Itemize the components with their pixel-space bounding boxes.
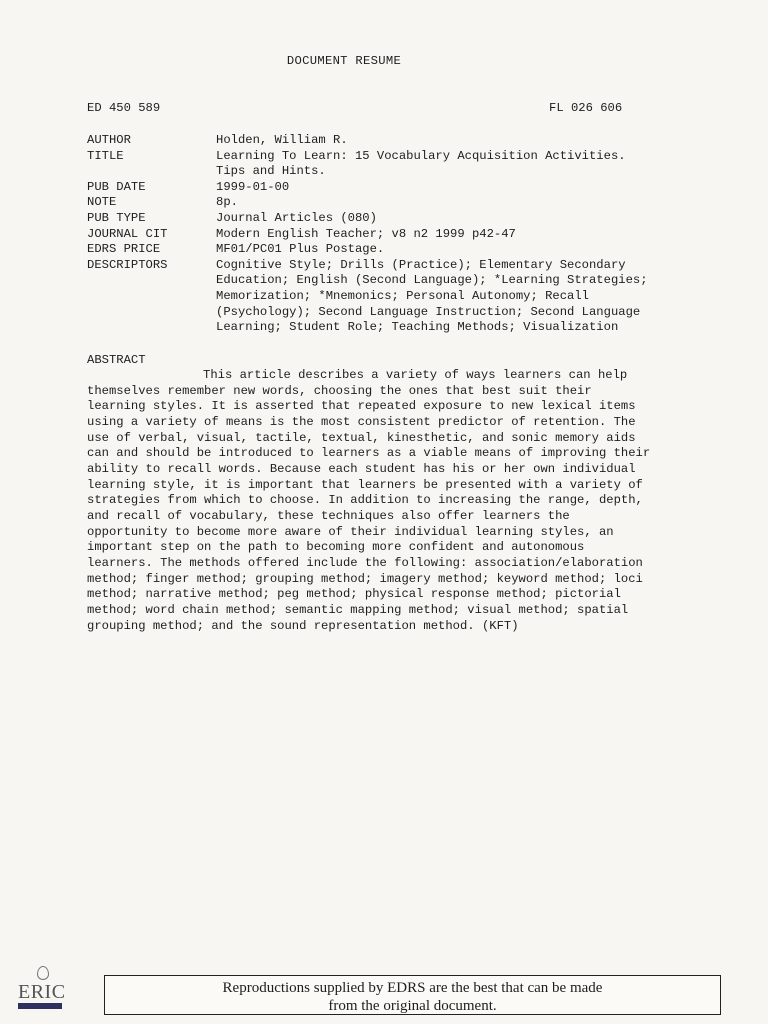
metadata-row [87,258,727,336]
metadata-value: Holden, William R. [216,133,348,147]
metadata-value: Cognitive Style; Drills (Practice); Elementary Secondary Education; English (Second Language); *Learning Strategies; Memorization; *Mnemonics; Personal Autonomy; Recall (Psychology); Second Language Instruction; Second Language Learning; Student Role; Teaching Methods; Visualization [216,257,648,335]
reproduction-line-2: from the original document. [328,998,497,1014]
metadata-row [87,180,727,196]
metadata-label: PUB TYPE [87,210,146,225]
abstract-text: This article describes a variety of ways learners can help themselves remember new words, choosing the ones that best suit their learning styles. It is asserted that repeated exposure to new lexical items using a variety of means is the most consistent predictor of retention. The use of verbal, visual, tactile, textual, kinesthetic, and sonic memory aids can and should be introduced to learners as a viable means of improving their ability to recall words. Because each student has his or her own individual learning style, it is important that learners be presented with a variety of strategies from which to choose. In addition to increasing the range, depth, and recall of vocabulary, these techniques also offer learners the opportunity to become more aware of their individual learning styles, an important step on the path to becoming more confident and autonomous learners. The methods offered include the following: association/elaboration method; finger method; grouping method; imagery method; keyword method; loci method; narrative method; peg method; physical response method; pictorial method; word chain method; semantic mapping method; visual method; spatial grouping method; and the sound representation method. (KFT) [87,368,651,633]
document-title: DOCUMENT RESUME [286,54,402,68]
metadata-value: Modern English Teacher; v8 n2 1999 p42-47 [216,226,516,241]
metadata-row [87,133,727,149]
metadata-label: EDRS PRICE [87,242,161,257]
metadata-row [87,149,727,180]
metadata-label: JOURNAL CIT [87,226,168,241]
metadata-value: Journal Articles (080) [216,210,377,225]
abstract-label: ABSTRACT [87,353,146,367]
eric-logo-text: ERIC [18,981,66,1003]
eric-logo-bar [18,1003,62,1009]
reproduction-notice [104,975,721,1015]
metadata-label: DESCRIPTORS [87,257,168,272]
metadata-row [87,211,727,227]
metadata-label: TITLE [87,148,124,163]
metadata-value: 8p. [216,195,238,210]
metadata-value: 1999-01-00 [216,179,290,194]
metadata-label: AUTHOR [87,133,131,147]
eric-logo-figure-icon [37,966,49,980]
ed-number: ED 450 589 [87,101,161,115]
metadata-table [87,133,727,336]
metadata-value: MF01/PC01 Plus Postage. [216,242,385,257]
metadata-label: PUB DATE [87,179,146,194]
metadata-row [87,242,727,258]
metadata-value: Learning To Learn: 15 Vocabulary Acquisition Activities. Tips and Hints. [216,148,626,179]
metadata-row [87,227,727,243]
metadata-label: NOTE [87,195,117,210]
metadata-row [87,195,727,211]
fl-number: FL 026 606 [549,101,623,115]
reproduction-line-1: Reproductions supplied by EDRS are the best that can be made [222,980,603,996]
